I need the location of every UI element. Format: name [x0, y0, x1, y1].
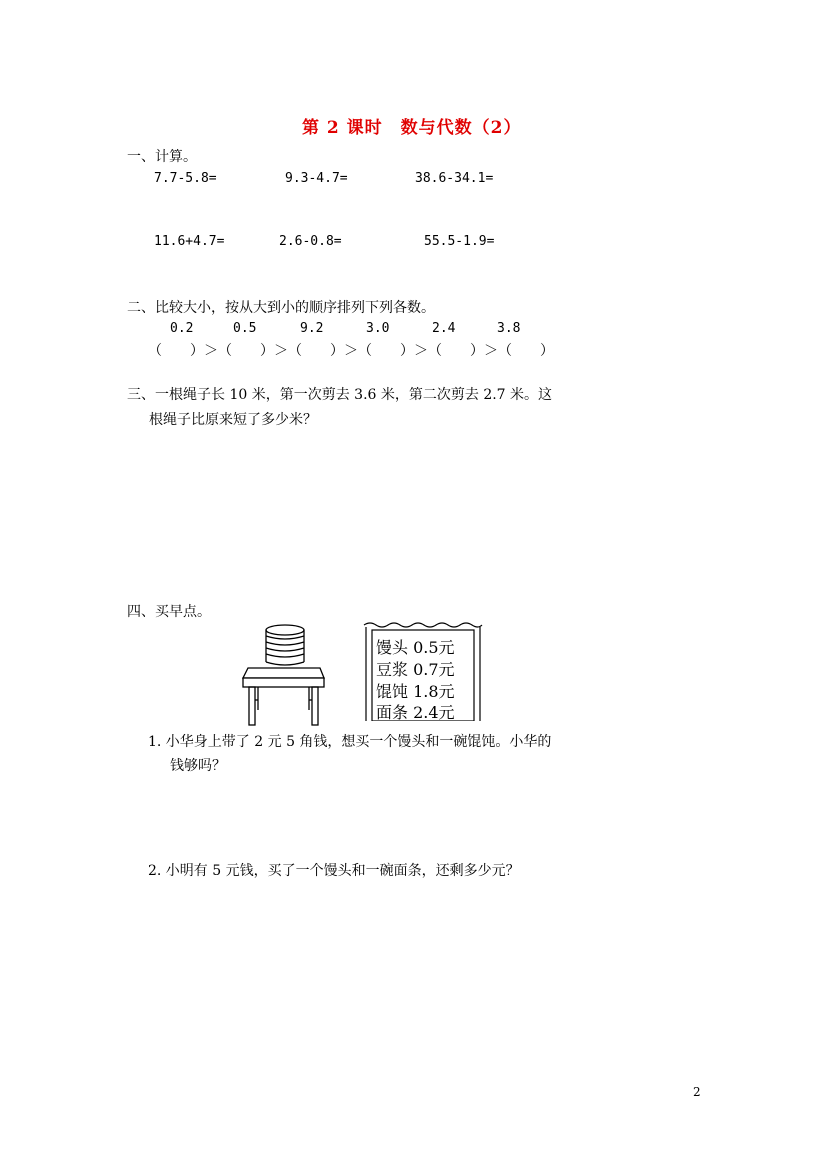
page-title: 第 2 课时 数与代数（2） [302, 118, 522, 138]
page-number: 2 [693, 1085, 701, 1099]
answer-blanks: （ ）＞（ ）＞（ ）＞（ ）＞（ ）＞（ ） [148, 343, 554, 359]
calc-problem: 38.6-34.1= [415, 171, 494, 186]
compare-number: 2.4 [432, 321, 456, 336]
compare-number: 9.2 [300, 321, 324, 336]
section-3-question: 三、一根绳子长 10 米，第一次剪去 3.6 米，第二次剪去 2.7 米。这 [127, 387, 553, 403]
section-3-question-cont: 根绳子比原来短了多少米？ [149, 412, 317, 428]
section-2-heading: 二、比较大小，按从大到小的顺序排列下列各数。 [127, 300, 435, 316]
compare-number: 0.5 [233, 321, 257, 336]
menu-item: 面条 2.4元 [376, 703, 455, 722]
section-1-heading: 一、计算。 [127, 149, 197, 165]
menu-item: 豆浆 0.7元 [376, 660, 455, 679]
menu-item: 馄饨 1.8元 [376, 682, 455, 701]
menu-item: 馒头 0.5元 [376, 638, 455, 657]
section-4-heading: 四、买早点。 [127, 604, 211, 620]
question-2: 2. 小明有 5 元钱，买了一个馒头和一碗面条，还剩多少元？ [148, 863, 520, 879]
calc-problem: 2.6-0.8= [279, 234, 342, 249]
compare-number: 3.8 [497, 321, 521, 336]
question-1-cont: 钱够吗？ [170, 758, 226, 774]
question-1: 1. 小华身上带了 2 元 5 角钱，想买一个馒头和一碗馄饨。小华的 [148, 734, 552, 750]
calc-problem: 55.5-1.9= [424, 234, 495, 249]
compare-number: 0.2 [170, 321, 194, 336]
menu-board [362, 621, 484, 721]
calc-problem: 9.3-4.7= [285, 171, 348, 186]
table-with-bowls-icon [240, 620, 328, 730]
calc-problem: 7.7-5.8= [154, 171, 217, 186]
compare-number: 3.0 [366, 321, 390, 336]
calc-problem: 11.6+4.7= [154, 234, 225, 249]
